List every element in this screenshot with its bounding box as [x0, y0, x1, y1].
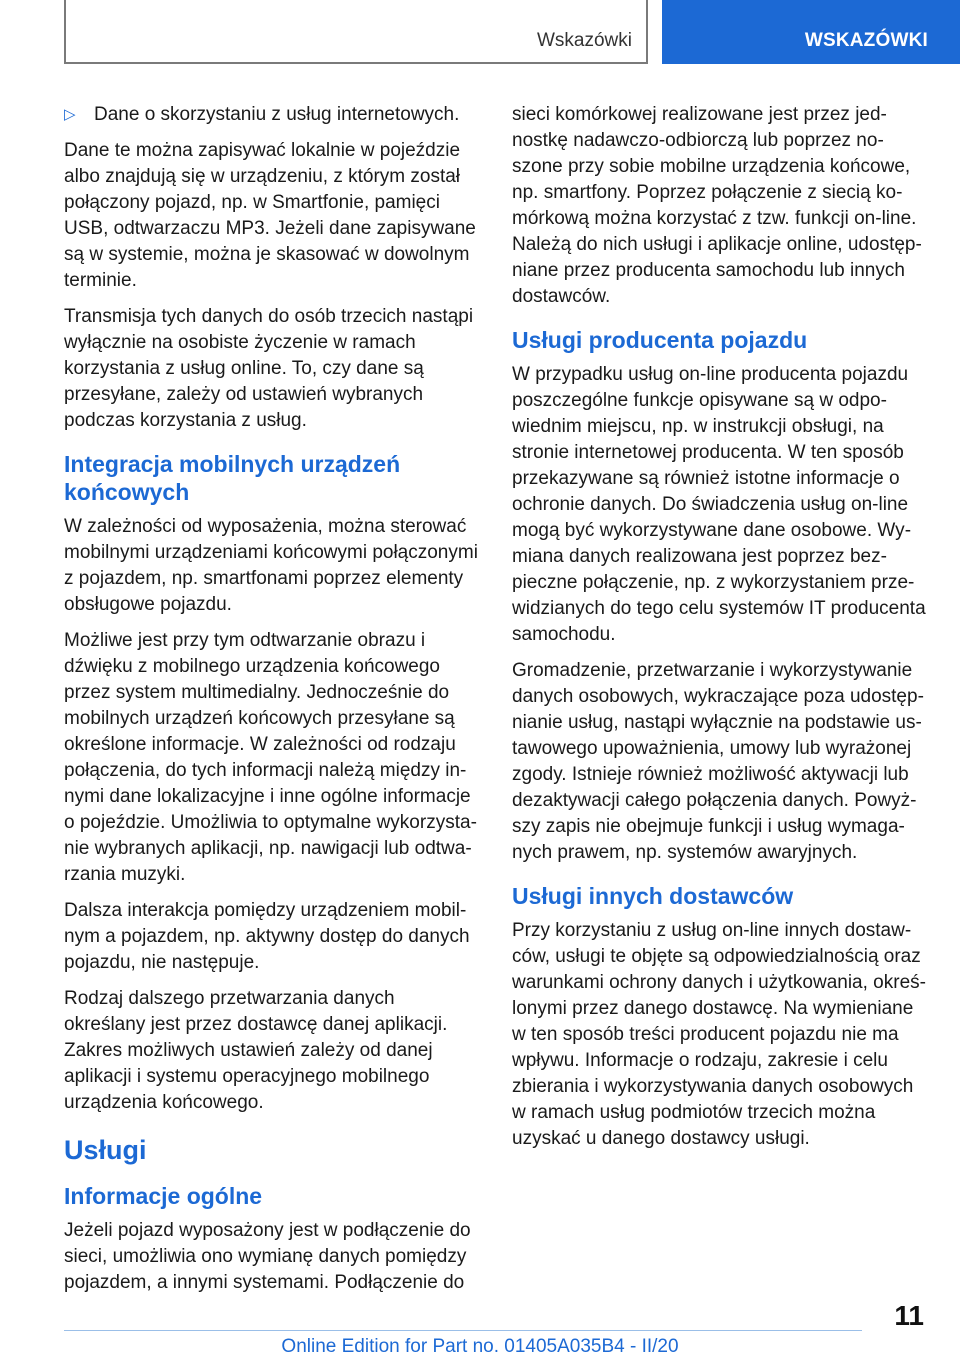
paragraph: W przypadku usług on-line producenta pojazdu poszczególne funkcje opisywane są w odpowiednim miejscu, np. w instrukcji obsługi, na stronie internetowej producenta. W ten sposób przekazywane są również istotne informacje o ochronie danych. Do świadczenia usług on-line mogą być wykorzystywane dane osobowe. Wymiana danych realizowana jest poprzez bezpieczne połączenie, np. z wykorzystaniem przewidzianych do tego celu systemów IT producenta samochodu.	[512, 364, 926, 645]
paragraph: Transmisja tych danych do osób trzecich nastąpi wyłącznie na osobiste życzenie w ramach korzystania z usług online. To, czy dane są przesyłane, zależy od ustawień wybranych podczas korzystania z usług.	[64, 306, 474, 431]
triangle-bullet-icon: ▷	[64, 106, 76, 123]
heading-uslugi-producenta: Usługi producenta pojazdu	[512, 327, 808, 353]
heading-uslugi: Usługi	[64, 1135, 147, 1165]
heading-uslugi-innych: Usługi innych dostawców	[512, 883, 794, 909]
paragraph: Rodzaj dalszego przetwarzania danych określany jest przez dostawcę danej aplikacji. Zakres możliwych ustawień zależy od danej aplikacji i systemu operacyjnego mobilnego urządzenia końcowego.	[64, 988, 448, 1113]
paragraph: Jeżeli pojazd wyposażony jest w podłączenie do sieci, umożliwia ono wymianę danych pomiędzy pojazdem, a innymi systemami. Podłączenie do	[64, 1220, 471, 1293]
header-frame	[64, 0, 648, 64]
heading-informacje-ogolne: Informacje ogólne	[64, 1183, 263, 1209]
right-column	[512, 102, 926, 1162]
footer-edition: Online Edition for Part no. 01405A035B4 - II/20	[281, 1336, 679, 1357]
heading-integracja: Integracja mobilnych urządzeń końcowych	[64, 451, 401, 505]
paragraph: sieci komórkowej realizowane jest przez jednostkę nadawczo-odbiorczą lub poprzez noszone przy sobie mobilne urządzenia końcowe, np. smartfony. Poprzez połączenie z siecią komórkową można korzystać z tzw. funkcji on-line. Należą do nich usługi i aplikacje online, udostępniane przez producenta samochodu lub innych dostawców.	[512, 104, 922, 307]
paragraph: Możliwe jest przy tym odtwarzanie obrazu i dźwięku z mobilnego urządzenia końcowego przez system multimedialny. Jednocześnie do mobilnych urządzeń końcowych przesyłane są określone informacje. W zależności od rodzaju połączenia, do tych informacji należą między innymi dane lokalizacyjne i inne ogólne informacje o pojeździe. Umożliwia to optymalne wykorzystanie wybranych aplikacji, np. nawigacji lub odtwarzania muzyki.	[64, 630, 477, 885]
paragraph: Dalsza interakcja pomiędzy urządzeniem mobilnym a pojazdem, np. aktywny dostęp do danych pojazdu, nie następuje.	[64, 900, 470, 973]
section-tab[interactable]	[662, 0, 960, 64]
paragraph: W zależności od wyposażenia, można sterować mobilnymi urządzeniami końcowymi połączonymi z pojazdem, np. smartfonami poprzez elementy obsługowe pojazdu.	[64, 516, 478, 615]
section-tab-label: WSKAZÓWKI	[804, 30, 928, 51]
footer-divider	[64, 1330, 862, 1331]
section-breadcrumb: Wskazówki	[536, 30, 632, 51]
left-column	[64, 102, 478, 1306]
paragraph: Dane te można zapisywać lokalnie w pojeździe albo znajdują się w urządzeniu, z którym został połączony pojazd, np. w Smartfonie, pamięci USB, odtwarzaczu MP3. Jeżeli dane zapisywane są w systemie, można je skasować w dowolnym terminie.	[64, 140, 476, 291]
bullet-item	[64, 102, 478, 128]
paragraph: Gromadzenie, przetwarzanie i wykorzystywanie danych osobowych, wykraczające poza udostępnianie usług, nastąpi wyłącznie na podstawie ustawowego upoważnienia, umowy lub wyrażonej zgody. Istnieje również możliwość aktywacji lub dezaktywacji całego połączenia danych. Powyższy zapis nie obejmuje funkcji i usług wymaganych prawem, np. systemów awaryjnych.	[512, 660, 924, 863]
bullet-text: Dane o skorzystaniu z usług internetowych.	[94, 104, 460, 125]
paragraph: Przy korzystaniu z usług on-line innych dostawców, usługi te objęte są odpowiedzialnością oraz warunkami ochrony danych i użytkowania, określonymi przez danego dostawcę. Na wymieniane w ten sposób treści producent pojazdu nie ma wpływu. Informacje o rodzaju, zakresie i celu zbierania i wykorzystywania danych osobowych w ramach usług podmiotów trzecich można uzyskać u danego dostawcy usługi.	[512, 920, 926, 1149]
page-number: 11	[894, 1300, 924, 1331]
